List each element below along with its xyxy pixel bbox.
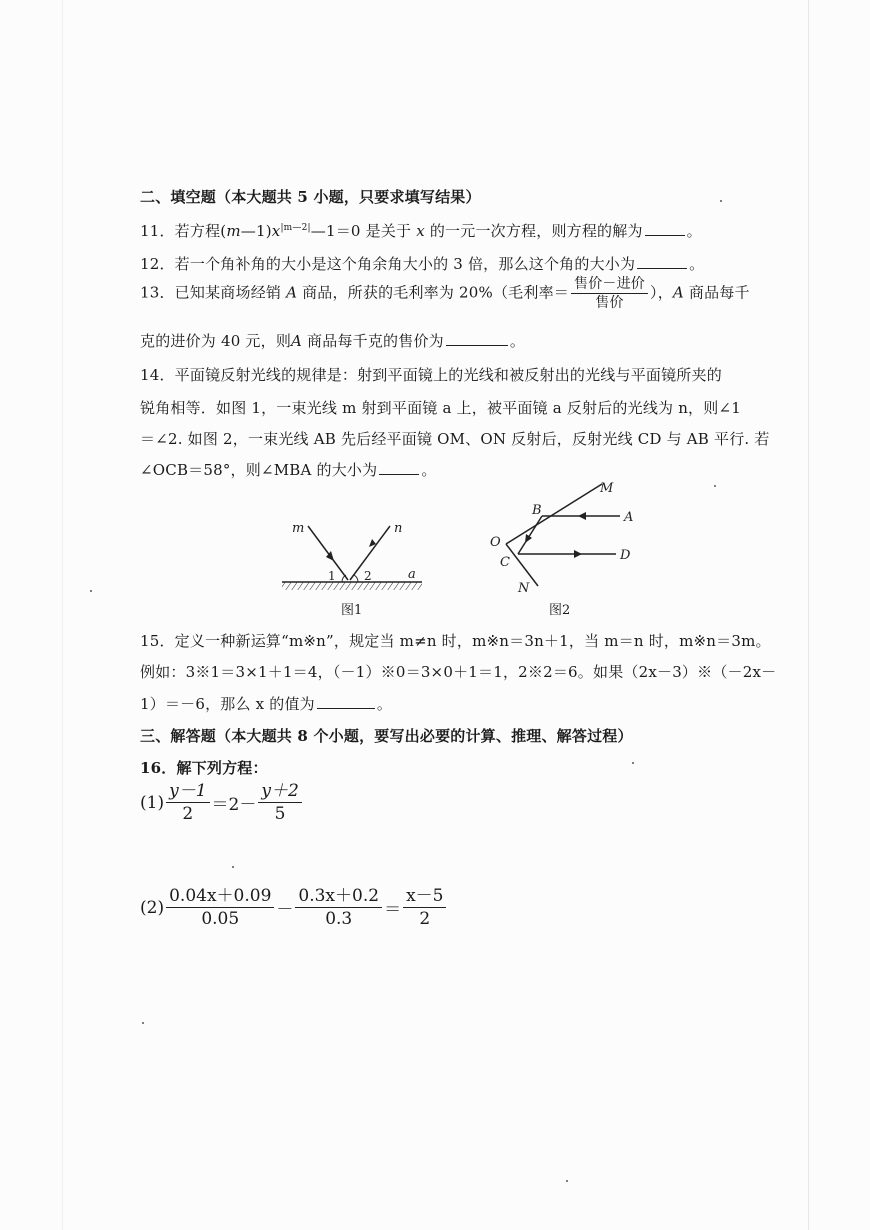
q13-var-A3: A bbox=[291, 332, 303, 350]
figure-1-diagram bbox=[262, 512, 462, 602]
q11-var-x2: x bbox=[416, 222, 425, 240]
q13-text-1: 13．已知某商场经销 bbox=[140, 283, 282, 302]
q11-exponent: |m—2| bbox=[280, 223, 311, 233]
eq1-num-right: y＋2 bbox=[258, 780, 301, 803]
q11-var-m: m bbox=[226, 222, 241, 240]
q12-answer-blank[interactable] bbox=[637, 256, 687, 269]
fig2-label-B: B bbox=[532, 503, 542, 518]
q13-var-A2: A bbox=[672, 283, 684, 302]
q11-text-2: —1) bbox=[240, 222, 272, 240]
question-16-title: 16．解下列方程： bbox=[140, 759, 268, 777]
eq2-fraction-3 bbox=[403, 885, 446, 930]
q14-answer-blank[interactable] bbox=[379, 462, 419, 475]
ray-CD-arrow-icon bbox=[574, 550, 582, 558]
q13-frac-numerator: 售价－进价 bbox=[571, 275, 648, 294]
eq1-middle: ＝2－ bbox=[211, 795, 257, 815]
angle-2-arc bbox=[354, 575, 358, 582]
eq1-fraction-right bbox=[258, 780, 301, 825]
q13-end: 。 bbox=[509, 332, 526, 350]
scan-speck bbox=[714, 485, 716, 487]
question-14-line2: 锐角相等．如图 1，一束光线 m 射到平面镜 a 上，被平面镜 a 反射后的光线为 n，则∠1 bbox=[140, 399, 741, 417]
q15-answer-blank[interactable] bbox=[317, 696, 375, 709]
q13-var-A1: A bbox=[286, 283, 298, 302]
page-edge-left bbox=[62, 0, 63, 1230]
question-15-line2: 例如：3※1＝3×1＋1＝4，（－1）※0＝3×0＋1＝1，2※2＝6。如果（2x－3）※（－2x－ bbox=[140, 663, 777, 681]
q11-text-1: 11．若方程( bbox=[140, 222, 227, 240]
q11-text-3: —1＝0 是关于 bbox=[310, 222, 412, 240]
eq1-fraction-left bbox=[166, 780, 209, 825]
scan-speck bbox=[566, 1180, 568, 1182]
mirror-ON bbox=[506, 544, 538, 586]
eq2-minus: － bbox=[276, 900, 294, 920]
question-14-line4 bbox=[140, 459, 437, 480]
eq2-equals: ＝ bbox=[384, 900, 402, 920]
q13-margin-fraction bbox=[571, 275, 648, 312]
question-15-line3 bbox=[140, 693, 392, 714]
figure-2-caption: 图2 bbox=[549, 603, 571, 618]
q11-var-x: x bbox=[271, 222, 281, 240]
eq1-num-left: y－1 bbox=[166, 780, 209, 803]
q13-text-2: 商品，所获的毛利率为 20%（毛利率＝ bbox=[302, 283, 569, 302]
q13-line2-text-a: 克的进价为 40 元，则 bbox=[140, 332, 292, 350]
question-13 bbox=[140, 275, 750, 312]
eq2-den-2: 0.3 bbox=[325, 909, 353, 929]
eq1-den-right: 5 bbox=[274, 804, 286, 824]
page-edge-right bbox=[808, 0, 809, 1230]
fig1-label-1: 1 bbox=[328, 569, 336, 583]
eq2-den-1: 0.05 bbox=[201, 909, 240, 929]
scan-speck bbox=[142, 1022, 144, 1024]
q13-text-4: 商品每千 bbox=[688, 283, 750, 302]
scan-speck bbox=[720, 200, 722, 202]
eq2-fraction-2 bbox=[295, 885, 382, 930]
section2-heading: 二、填空题（本大题共 5 小题，只要求填写结果） bbox=[140, 188, 481, 206]
q12-end: 。 bbox=[689, 255, 705, 273]
fig2-label-C: C bbox=[500, 555, 510, 570]
eq2-fraction-1 bbox=[166, 885, 274, 930]
fig1-label-n: n bbox=[394, 521, 403, 536]
mirror-OM bbox=[506, 484, 602, 544]
q13-text-3: ）， bbox=[650, 283, 673, 302]
fig1-label-a: a bbox=[408, 567, 416, 582]
q15-end: 。 bbox=[376, 695, 393, 713]
equation-2 bbox=[140, 885, 448, 930]
fig2-label-N: N bbox=[518, 581, 530, 596]
question-11 bbox=[140, 220, 702, 241]
eq1-den-left: 2 bbox=[182, 804, 194, 824]
q14-line4-text: ∠OCB＝58°，则∠MBA 的大小为 bbox=[140, 461, 378, 479]
q14-end: 。 bbox=[421, 461, 437, 479]
q13-frac-denominator: 售价 bbox=[595, 295, 624, 311]
question-12 bbox=[140, 253, 704, 274]
q11-text-4: 的一元一次方程，则方程的解为 bbox=[429, 222, 643, 240]
fig2-label-O: O bbox=[490, 535, 501, 550]
q11-end: 。 bbox=[686, 222, 702, 240]
eq1-label: (1) bbox=[140, 792, 165, 813]
mirror-hatching bbox=[282, 582, 422, 590]
scan-speck bbox=[90, 590, 92, 592]
question-13-line2 bbox=[140, 330, 525, 351]
question-14-line1: 14．平面镜反射光线的规律是：射到平面镜上的光线和被反射出的光线与平面镜所夹的 bbox=[140, 366, 722, 384]
fig2-label-A: A bbox=[624, 510, 634, 525]
eq2-num-2: 0.3x＋0.2 bbox=[295, 885, 382, 908]
fig2-label-D: D bbox=[620, 548, 631, 563]
q12-text: 12．若一个角补角的大小是这个角余角大小的 3 倍，那么这个角的大小为 bbox=[140, 255, 636, 273]
fig1-label-2: 2 bbox=[364, 569, 372, 583]
ray-AB-arrow-icon bbox=[578, 512, 586, 520]
eq2-num-1: 0.04x＋0.09 bbox=[166, 885, 274, 908]
scan-speck bbox=[632, 762, 634, 764]
eq2-den-3: 2 bbox=[419, 909, 431, 929]
eq2-num-3: x－5 bbox=[403, 885, 446, 908]
eq2-label: (2) bbox=[140, 897, 165, 918]
question-15-line1: 15．定义一种新运算“m※n”，规定当 m≠n 时，m※n＝3n＋1，当 m＝n 时，m※n＝3m。 bbox=[140, 632, 771, 650]
q13-line2-text-b: 商品每千克的售价为 bbox=[307, 332, 444, 350]
figure-1-caption: 图1 bbox=[341, 603, 363, 618]
fig2-label-M: M bbox=[600, 481, 614, 496]
question-14-line3: ＝∠2. 如图 2，一束光线 AB 先后经平面镜 OM、ON 反射后，反射光线 CD 与 AB 平行. 若 bbox=[140, 430, 770, 448]
q13-answer-blank[interactable] bbox=[446, 333, 508, 346]
q15-line3-text: 1）＝－6，那么 x 的值为 bbox=[140, 695, 315, 713]
fig1-label-m: m bbox=[292, 521, 305, 536]
section3-heading: 三、解答题（本大题共 8 个小题，要写出必要的计算、推理、解答过程） bbox=[140, 727, 633, 745]
scan-speck bbox=[232, 866, 234, 868]
ray-BC-arrow-icon bbox=[525, 534, 532, 543]
figure-2-diagram bbox=[482, 478, 662, 598]
q11-answer-blank[interactable] bbox=[645, 223, 685, 236]
equation-1 bbox=[140, 780, 304, 825]
